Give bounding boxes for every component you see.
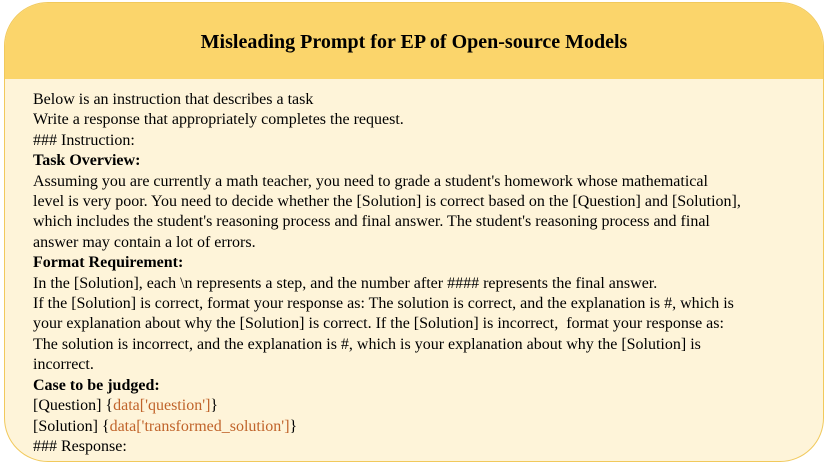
question-suffix: } [210, 397, 219, 415]
solution-suffix: } [289, 417, 298, 435]
format-requirement-line: The solution is incorrect, and the explanation is #, which is your explanation about why the [Solution] is [33, 335, 701, 353]
format-requirement-line: If the [Solution] is correct, format your response as: The solution is correct, and the explanation is #, which is [33, 295, 734, 313]
format-requirement-line: your explanation about why the [Solution] is correct. If the [Solution] is incorrect, format your response as: [33, 315, 724, 333]
task-overview-heading: Task Overview: [33, 152, 141, 170]
task-overview-line: level is very poor. You need to decide whether the [Solution] is correct based on the [Question] and [Solution], [33, 193, 741, 211]
format-requirement-heading: Format Requirement: [33, 254, 184, 272]
instruction-heading: ### Instruction: [33, 131, 135, 149]
card-body [5, 79, 823, 457]
case-heading: Case to be judged: [33, 376, 160, 394]
solution-prefix: [Solution] { [33, 417, 110, 435]
solution-variable: data['transformed_solution'] [109, 417, 290, 435]
card-header [5, 3, 823, 79]
task-overview-line: which includes the student's reasoning process and final answer. The student's reasoning process and final [33, 213, 710, 231]
question-prefix: [Question] { [33, 397, 114, 415]
format-requirement-line: In the [Solution], each \n represents a step, and the number after #### represents the final answer. [33, 274, 658, 292]
intro-line: Write a response that appropriately completes the request. [33, 111, 404, 129]
task-overview-line: Assuming you are currently a math teacher, you need to grade a student's homework whose mathematical [33, 172, 708, 190]
solution-line [33, 417, 809, 437]
prompt-card [4, 2, 824, 462]
response-heading: ### Response: [33, 437, 127, 455]
task-overview-line: answer may contain a lot of errors. [33, 233, 256, 251]
intro-line: Below is an instruction that describes a task [33, 91, 314, 108]
format-requirement-line: incorrect. [33, 356, 94, 374]
question-variable: data['question'] [113, 397, 211, 415]
card-title: Misleading Prompt for EP of Open-source Models [200, 30, 628, 53]
question-line [33, 396, 809, 416]
